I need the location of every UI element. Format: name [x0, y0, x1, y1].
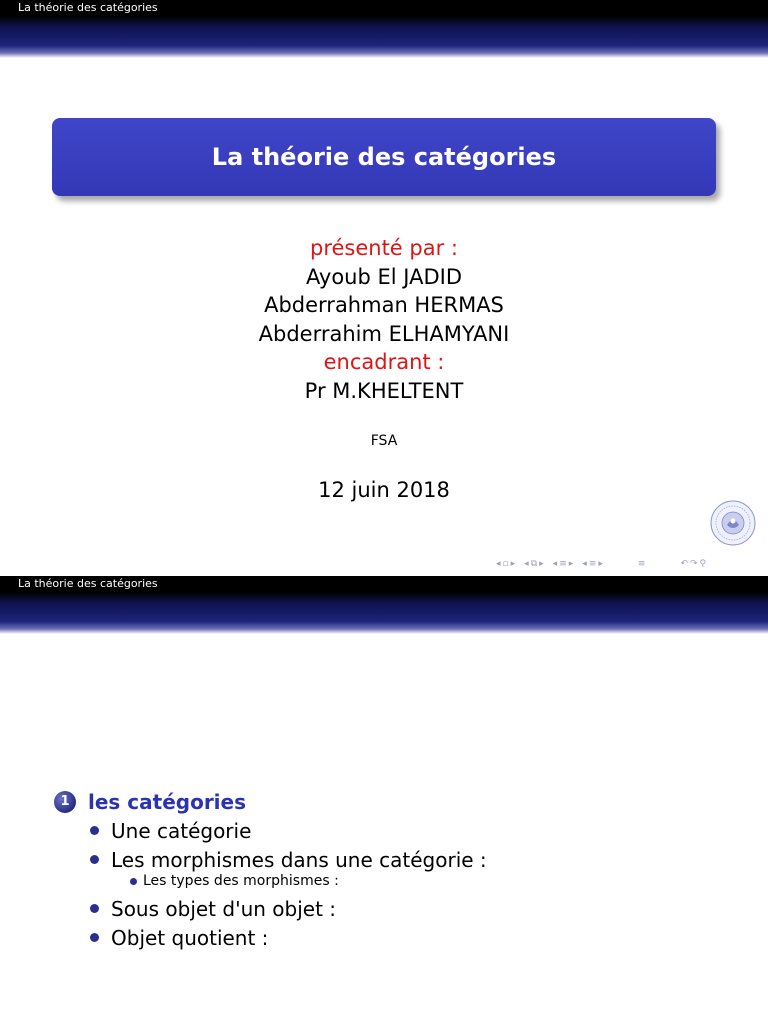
presentation-date: 12 juin 2018	[318, 478, 450, 502]
title-box	[52, 118, 716, 196]
bullet-icon	[90, 855, 99, 864]
outline	[54, 788, 487, 952]
university-seal-icon	[710, 500, 756, 546]
section-number-icon: 1	[54, 791, 76, 813]
outline-item[interactable]	[90, 923, 487, 952]
bullet-icon	[90, 933, 99, 942]
slide-outline	[0, 576, 768, 1024]
nav-frame-icon[interactable]: ◂ ▫ ▸	[496, 559, 516, 569]
outline-item[interactable]	[90, 894, 487, 923]
supervisor-name: Pr M.KHELTENT	[304, 378, 464, 403]
author-name: Ayoub El JADID	[305, 264, 463, 289]
nav-search-icon[interactable]: ↶ ↷ ⚲	[680, 559, 707, 569]
header-band	[0, 592, 768, 634]
nav-subsection-icon[interactable]: ◂ ⧉ ▸	[524, 559, 544, 569]
outline-section[interactable]	[54, 788, 487, 816]
nav-appendix-icon[interactable]: ◂ ≡ ▸	[582, 559, 603, 569]
supervisor-label: encadrant :	[323, 350, 445, 375]
bullet-icon	[90, 904, 99, 913]
institute: FSA	[370, 433, 398, 449]
nav-section-icon[interactable]: ◂ ≡ ▸	[552, 559, 574, 569]
author-name: Abderrahman HERMAS	[264, 293, 504, 318]
outline-item-label: Sous objet d'un objet :	[111, 896, 337, 921]
outline-item-label: Objet quotient :	[111, 925, 269, 950]
bullet-icon	[130, 878, 137, 885]
header-title: La théorie des catégories	[18, 577, 158, 590]
bullet-icon	[90, 826, 99, 835]
outline-subitem-label: Les types des morphismes :	[143, 873, 339, 889]
nav-align-icon[interactable]: ≡	[637, 559, 646, 569]
outline-subitem[interactable]	[130, 870, 487, 892]
section-title: les catégories	[88, 790, 247, 814]
header-bar	[0, 0, 768, 16]
presented-by-label: présenté par :	[309, 236, 458, 260]
header-band	[0, 16, 768, 58]
presentation-title: La théorie des catégories	[211, 143, 557, 171]
outline-item-label: Les morphismes dans une catégorie :	[111, 847, 487, 872]
header-title: La théorie des catégories	[18, 1, 158, 14]
outline-item[interactable]	[90, 816, 487, 845]
outline-item-label: Une catégorie	[111, 818, 252, 843]
author-name: Abderrahim ELHAMYANI	[258, 321, 510, 346]
header-bar	[0, 576, 768, 592]
beamer-navigation	[496, 557, 711, 571]
outline-item[interactable]	[90, 845, 487, 874]
author-block	[0, 234, 768, 406]
